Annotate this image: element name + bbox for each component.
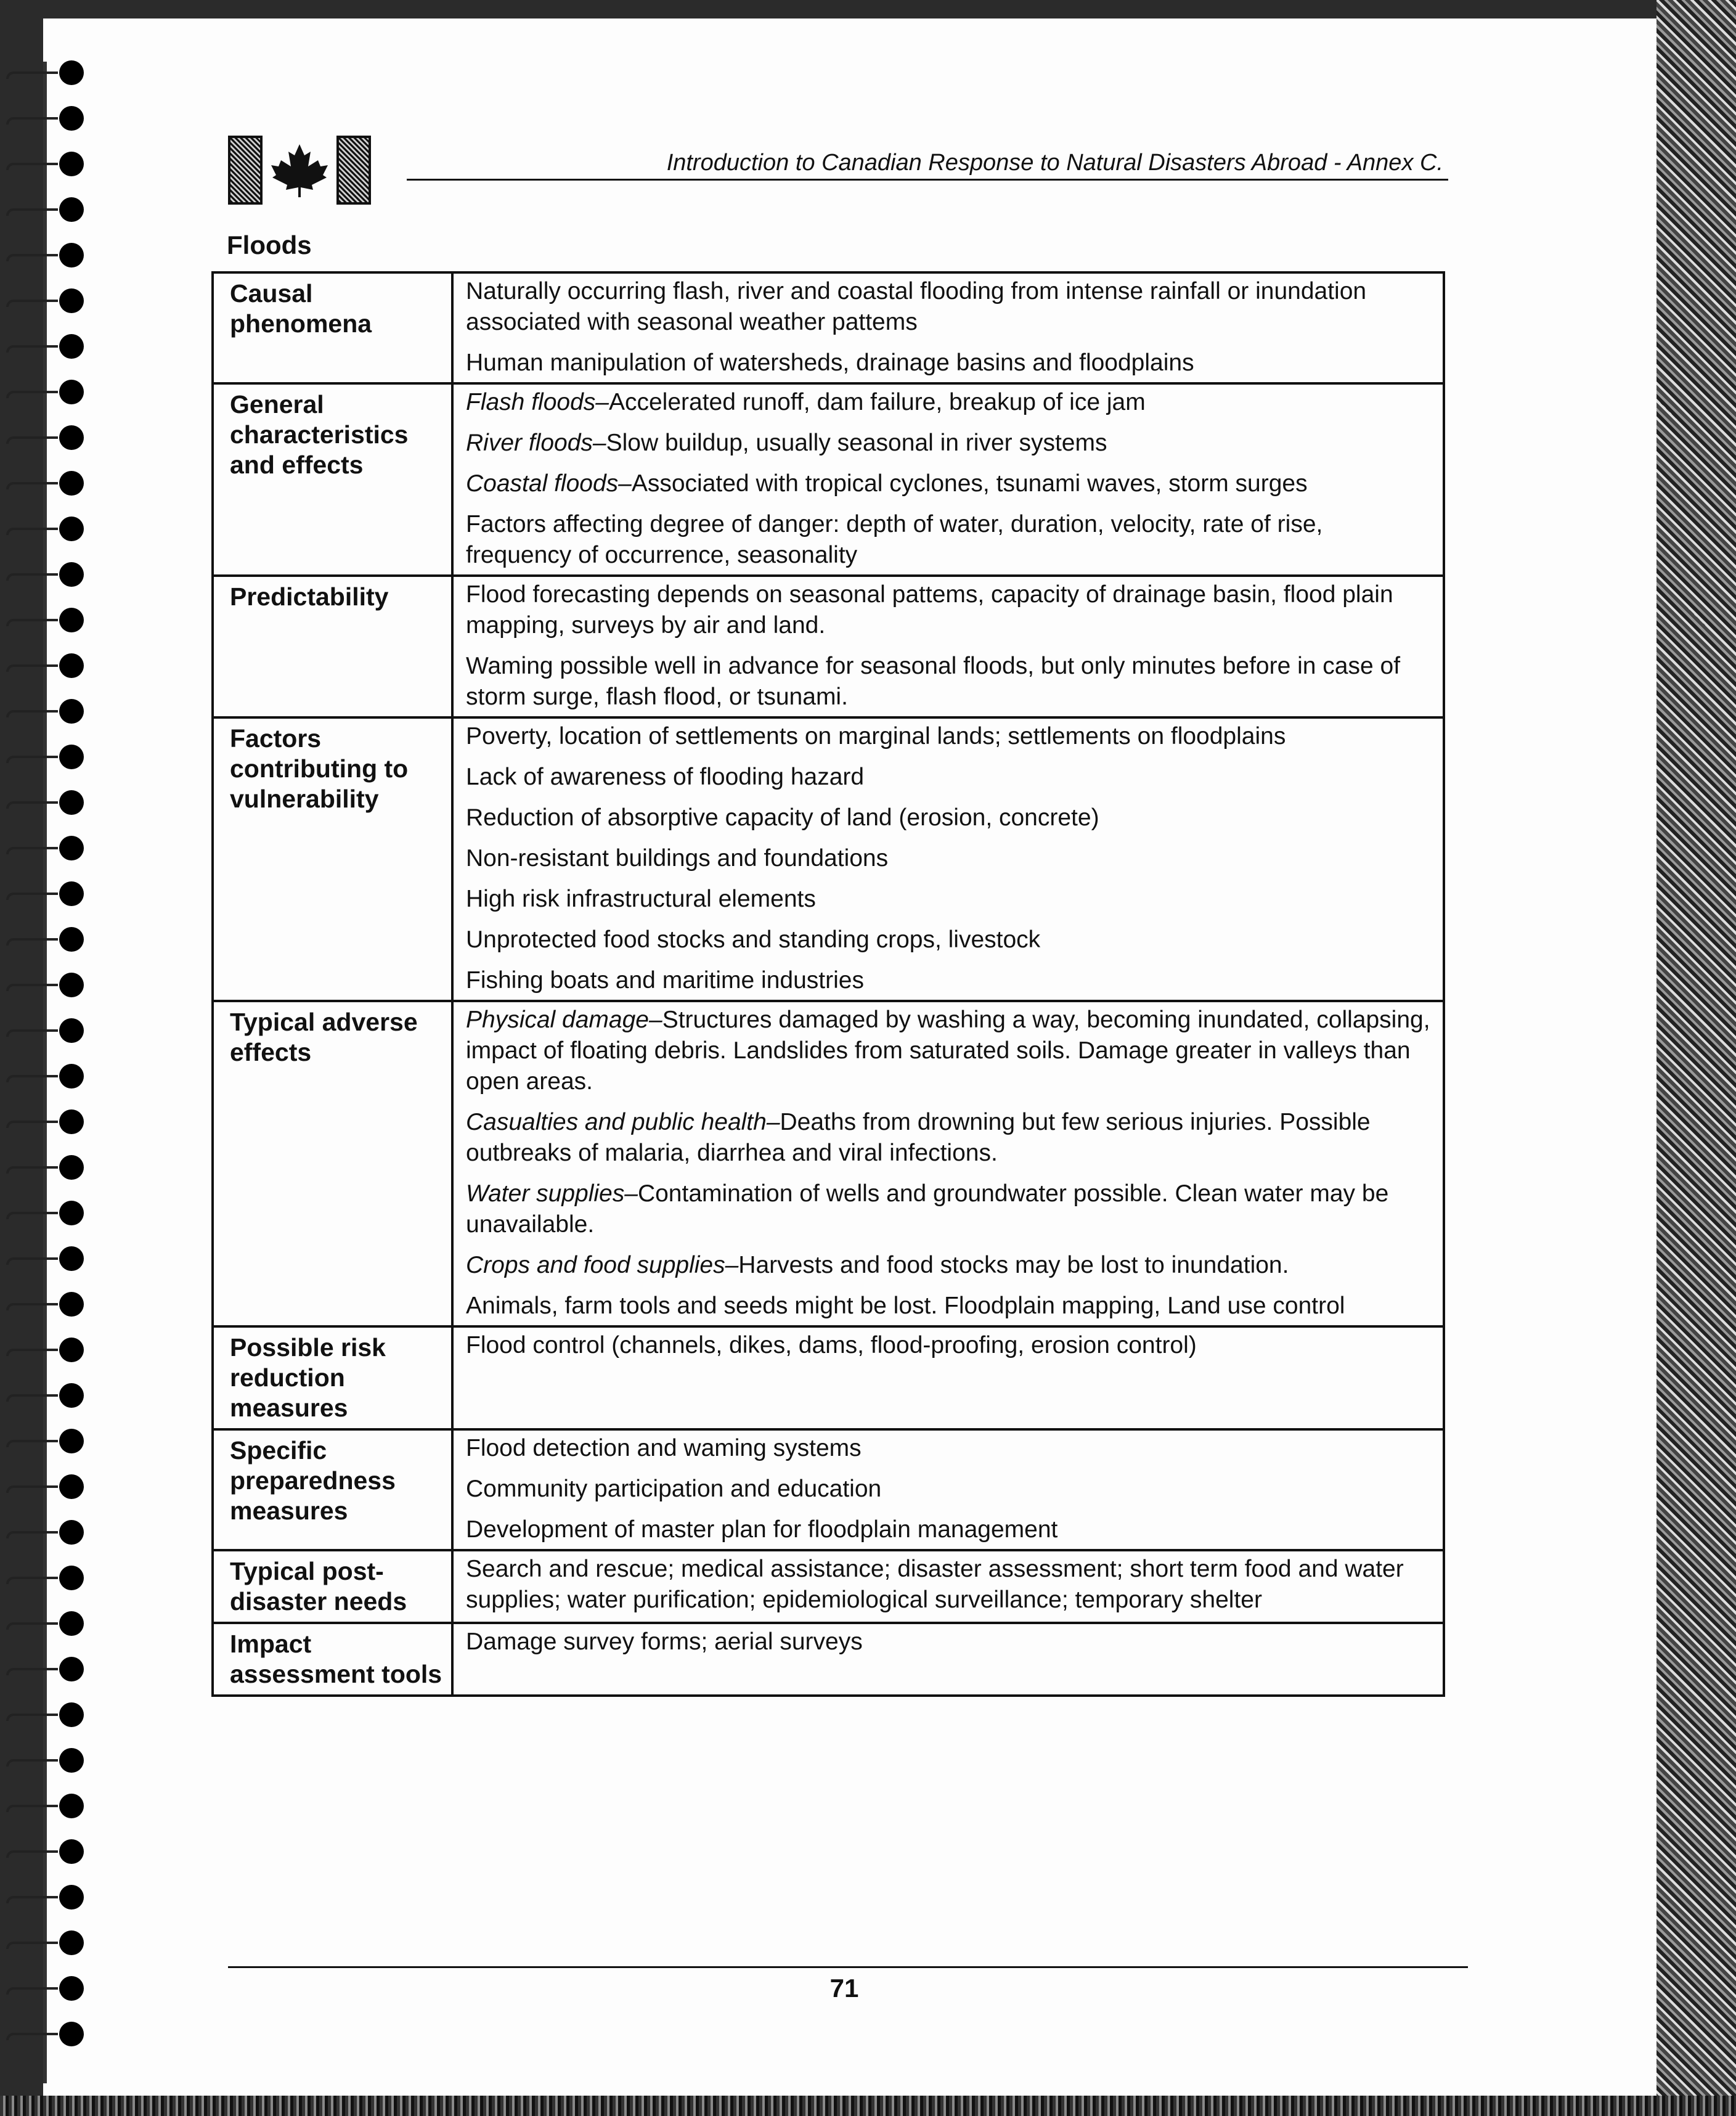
punch-hole (59, 653, 84, 678)
binding-ring (6, 785, 92, 822)
table-row (213, 1429, 1444, 1550)
item-text: Search and rescue; medical assistance; disaster assessment; short term food and water supplies; water purification; epidemiological surveillance; temporary shelter (466, 1556, 1404, 1613)
ring-wire (6, 1349, 58, 1356)
ring-wire (6, 573, 58, 581)
ring-wire (6, 893, 58, 900)
ring-wire (6, 208, 58, 216)
punch-hole (59, 1794, 84, 1818)
scan-edge-bottom (0, 2096, 1736, 2116)
item-lead: Coastal floods– (466, 470, 632, 497)
binding-ring (6, 1926, 92, 1963)
row-content (452, 272, 1444, 383)
punch-hole (59, 790, 84, 815)
punch-hole (59, 380, 84, 404)
item-text: Structures damaged by washing a way, becoming inundated, collapsing, impact of floating debris. Landslides from saturated soils. Damage greater in valleys than open areas. (466, 1007, 1430, 1095)
binding-ring (6, 238, 92, 275)
punch-hole (59, 836, 84, 860)
item-text: Development of master plan for floodplain management (466, 1516, 1058, 1543)
binding-ring (6, 968, 92, 1005)
item-text: Naturally occurring flash, river and coastal flooding from intense rainfall or inundation associated with seasonal weather pattems (466, 278, 1367, 335)
punch-hole (59, 973, 84, 997)
row-content (452, 1550, 1444, 1623)
item-text: Unprotected food stocks and standing crops, livestock (466, 926, 1041, 953)
row-content (452, 1001, 1444, 1326)
punch-hole (59, 1292, 84, 1317)
ring-wire (6, 1805, 58, 1812)
punch-hole (59, 1383, 84, 1408)
section-title: Floods (227, 231, 312, 259)
ring-wire (6, 1394, 58, 1402)
header-rule (407, 179, 1448, 181)
binding-ring (6, 284, 92, 321)
maple-leaf-icon (269, 142, 330, 198)
ring-wire (6, 1485, 58, 1493)
binding-ring (6, 1150, 92, 1187)
ring-wire (6, 1212, 58, 1219)
ring-wire (6, 1577, 58, 1584)
ring-wire (6, 436, 58, 444)
item-lead: River floods– (466, 430, 606, 456)
binding-ring (6, 1697, 92, 1734)
binding-ring (6, 922, 92, 959)
punch-hole (59, 1155, 84, 1180)
binding-ring (6, 192, 92, 229)
row-content (452, 717, 1444, 1001)
binding-ring (6, 1378, 92, 1415)
binding-ring (6, 648, 92, 685)
list-item (466, 1554, 1430, 1616)
binding-ring (6, 1333, 92, 1370)
punch-hole (59, 1338, 84, 1362)
list-item (466, 468, 1430, 499)
row-category: Specific preparedness measures (213, 1429, 452, 1550)
item-lead: Flash floods– (466, 389, 609, 415)
binding-ring (6, 147, 92, 184)
ring-wire (6, 1987, 58, 1995)
binding-ring (6, 1287, 92, 1324)
row-category: General characteristics and effects (213, 383, 452, 576)
ring-wire (6, 1759, 58, 1767)
ring-wire (6, 163, 58, 170)
binding-ring (6, 1971, 92, 2008)
item-text: Flood forecasting depends on seasonal pattems, capacity of drainage basin, flood plain mapping, surveys by air and land. (466, 581, 1393, 639)
table-row (213, 1550, 1444, 1623)
punch-hole (59, 1885, 84, 1910)
item-text: Slow buildup, usually seasonal in river systems (606, 430, 1107, 456)
page-number: 71 (829, 1974, 859, 2003)
row-category: Typical post-disaster needs (213, 1550, 452, 1623)
item-text: Damage survey forms; aerial surveys (466, 1628, 863, 1655)
ring-wire (6, 1440, 58, 1447)
item-text: Factors affecting degree of danger: depth of water, duration, velocity, rate of rise, frequency of occurrence, seasonality (466, 511, 1323, 568)
ring-wire (6, 756, 58, 763)
item-lead: Casualties and public health– (466, 1109, 780, 1135)
binding-ring (6, 512, 92, 549)
list-item (466, 1433, 1430, 1464)
punch-hole (59, 288, 84, 313)
binding-ring (6, 1469, 92, 1506)
table-row (213, 1623, 1444, 1696)
binding-ring (6, 557, 92, 594)
list-item (466, 762, 1430, 793)
punch-hole (59, 1520, 84, 1545)
binding-ring (6, 2017, 92, 2054)
row-category: Impact assessment tools (213, 1623, 452, 1696)
ring-wire (6, 619, 58, 626)
punch-hole (59, 334, 84, 359)
ring-wire (6, 254, 58, 261)
row-content (452, 1623, 1444, 1696)
item-text: Deaths from drowning but few serious injuries. Possible outbreaks of malaria, diarrhea and viral infections. (466, 1109, 1371, 1166)
item-text: Waming possible well in advance for seasonal floods, but only minutes before in case of storm surge, flash flood, or tsunami. (466, 653, 1401, 710)
punch-hole (59, 1657, 84, 1681)
binding-ring (6, 101, 92, 138)
row-content (452, 1429, 1444, 1550)
binding-ring (6, 603, 92, 640)
ring-wire (6, 1622, 58, 1630)
row-category: Predictability (213, 576, 452, 717)
ring-wire (6, 482, 58, 489)
scan-edge-right (1657, 0, 1736, 2116)
punch-hole (59, 1201, 84, 1225)
punch-hole (59, 745, 84, 769)
item-lead: Crops and food supplies– (466, 1252, 739, 1278)
row-category: Possible risk reduction measures (213, 1326, 452, 1429)
punch-hole (59, 1429, 84, 1453)
row-content (452, 383, 1444, 576)
binding-ring (6, 466, 92, 503)
footer-rule (228, 1966, 1468, 1968)
ring-wire (6, 117, 58, 125)
list-item (466, 803, 1430, 833)
binding-ring (6, 1561, 92, 1598)
punch-hole (59, 1474, 84, 1499)
list-item (466, 1514, 1430, 1545)
punch-hole (59, 517, 84, 541)
table-row (213, 576, 1444, 717)
punch-hole (59, 1018, 84, 1043)
binding-ring (6, 740, 92, 777)
binding-ring (6, 831, 92, 868)
binding-ring (6, 1880, 92, 1917)
item-text: Non-resistant buildings and foundations (466, 845, 889, 872)
ring-wire (6, 1714, 58, 1721)
binding-ring (6, 1789, 92, 1826)
item-text: Community participation and education (466, 1476, 882, 1502)
item-text: High risk infrastructural elements (466, 886, 816, 912)
list-item (466, 1627, 1430, 1657)
list-item (466, 1330, 1430, 1361)
binding-ring (6, 1424, 92, 1461)
binding-ring (6, 876, 92, 913)
list-item (466, 1291, 1430, 1321)
punch-hole (59, 881, 84, 906)
ring-wire (6, 1850, 58, 1858)
binding-ring (6, 329, 92, 366)
binding-ring (6, 1606, 92, 1643)
punch-hole (59, 243, 84, 268)
punch-hole (59, 197, 84, 222)
ring-wire (6, 1257, 58, 1265)
item-text: Human manipulation of watersheds, drainage basins and floodplains (466, 349, 1194, 376)
list-item (466, 348, 1430, 378)
list-item (466, 428, 1430, 459)
list-item (466, 965, 1430, 996)
punch-hole (59, 60, 84, 85)
list-item (466, 1107, 1430, 1169)
punch-hole (59, 1976, 84, 2001)
punch-hole (59, 1839, 84, 1864)
list-item (466, 843, 1430, 874)
punch-hole (59, 106, 84, 131)
item-text: Poverty, location of settlements on marginal lands; settlements on floodplains (466, 723, 1286, 750)
table-row (213, 383, 1444, 576)
ring-wire (6, 1075, 58, 1082)
binding-ring (6, 694, 92, 731)
ring-wire (6, 345, 58, 353)
flag-left-bar (228, 136, 263, 205)
punch-hole (59, 1930, 84, 1955)
list-item (466, 1179, 1430, 1240)
item-text: Contamination of wells and groundwater possible. Clean water may be unavailable. (466, 1180, 1389, 1238)
punch-hole (59, 1109, 84, 1134)
binding-ring (6, 1241, 92, 1278)
punch-hole (59, 425, 84, 450)
binding-ring (6, 1652, 92, 1689)
ring-wire (6, 1668, 58, 1675)
list-item (466, 276, 1430, 338)
punch-hole (59, 471, 84, 496)
punch-hole (59, 927, 84, 952)
item-text: Flood detection and waming systems (466, 1435, 862, 1461)
ring-wire (6, 391, 58, 398)
row-category: Causal phenomena (213, 272, 452, 383)
item-text: Fishing boats and maritime industries (466, 967, 864, 994)
list-item (466, 509, 1430, 571)
ring-wire (6, 1896, 58, 1903)
punch-hole (59, 699, 84, 724)
punch-hole (59, 152, 84, 176)
item-lead: Water supplies– (466, 1180, 638, 1207)
ring-wire (6, 938, 58, 946)
ring-wire (6, 1029, 58, 1037)
binding-ring (6, 1196, 92, 1233)
binding-ring (6, 1834, 92, 1871)
punch-hole (59, 1611, 84, 1636)
ring-wire (6, 1303, 58, 1310)
ring-wire (6, 300, 58, 307)
ring-wire (6, 1531, 58, 1538)
punch-hole (59, 1246, 84, 1271)
punch-hole (59, 1702, 84, 1727)
list-item (466, 925, 1430, 955)
punch-hole (59, 2022, 84, 2046)
item-text: Animals, farm tools and seeds might be lost. Floodplain mapping, Land use control (466, 1293, 1345, 1319)
item-text: Associated with tropical cyclones, tsunami waves, storm surges (631, 470, 1308, 497)
ring-wire (6, 2033, 58, 2040)
binding-ring (6, 1013, 92, 1050)
list-item (466, 387, 1430, 418)
ring-wire (6, 1121, 58, 1128)
canada-flag-logo (228, 136, 371, 205)
spiral-binding (0, 43, 92, 2096)
list-item (466, 1250, 1430, 1281)
punch-hole (59, 562, 84, 587)
binding-ring (6, 55, 92, 92)
item-text: Reduction of absorptive capacity of land (erosion, concrete) (466, 804, 1099, 831)
binding-ring (6, 1105, 92, 1142)
ring-wire (6, 847, 58, 854)
item-text: Flood control (channels, dikes, dams, flood-proofing, erosion control) (466, 1332, 1197, 1358)
table-row (213, 1001, 1444, 1326)
ring-wire (6, 1942, 58, 1949)
binding-ring (6, 375, 92, 412)
table-row (213, 272, 1444, 383)
ring-wire (6, 664, 58, 672)
list-item (466, 651, 1430, 713)
table-row (213, 1326, 1444, 1429)
ring-wire (6, 1166, 58, 1174)
punch-hole (59, 608, 84, 632)
ring-wire (6, 984, 58, 991)
punch-hole (59, 1064, 84, 1089)
flag-right-bar (336, 136, 371, 205)
list-item (466, 1474, 1430, 1505)
binding-ring (6, 420, 92, 457)
binding-ring (6, 1743, 92, 1780)
row-content (452, 1326, 1444, 1429)
row-content (452, 576, 1444, 717)
punch-hole (59, 1748, 84, 1773)
row-category: Typical adverse effects (213, 1001, 452, 1326)
punch-hole (59, 1566, 84, 1590)
binding-ring (6, 1515, 92, 1552)
item-text: Lack of awareness of flooding hazard (466, 764, 865, 790)
header-title: Introduction to Canadian Response to Natural Disasters Abroad - Annex C. (666, 150, 1443, 176)
list-item (466, 721, 1430, 752)
ring-wire (6, 528, 58, 535)
item-text: Accelerated runoff, dam failure, breakup of ice jam (608, 389, 1146, 415)
ring-wire (6, 710, 58, 717)
row-category: Factors contributing to vulnerability (213, 717, 452, 1001)
binding-ring (6, 1059, 92, 1096)
list-item (466, 1005, 1430, 1097)
ring-wire (6, 71, 58, 79)
list-item (466, 579, 1430, 641)
item-text: Harvests and food stocks may be lost to inundation. (738, 1252, 1289, 1278)
table-row (213, 717, 1444, 1001)
ring-wire (6, 801, 58, 809)
floods-table (211, 271, 1445, 1697)
list-item (466, 884, 1430, 915)
item-lead: Physical damage– (466, 1007, 662, 1033)
